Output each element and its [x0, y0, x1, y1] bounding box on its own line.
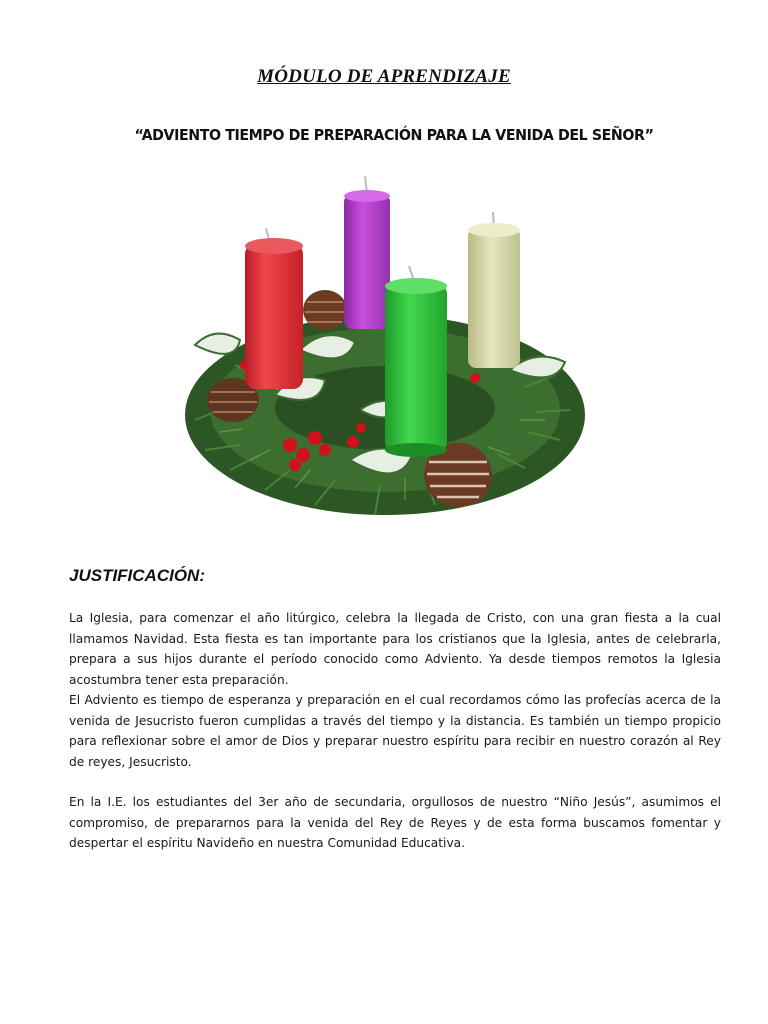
paragraph: La Iglesia, para comenzar el año litúrgico, celebra la llegada de Cristo, con una gran fiesta a la cual llamamos Navidad. Esta fiesta es tan importante para los cristianos que la Iglesia, antes de celebrarla, prepara a sus hijos durante el período conocido como Adviento. Ya desde tiempos remotos la Iglesia acostumbra tener esta preparación. [69, 611, 721, 687]
candle-purple [344, 176, 390, 329]
advent-wreath-image [175, 170, 595, 540]
paragraph: En la I.E. los estudiantes del 3er año de secundaria, orgullosos de nuestro “Niño Jesús”, asumimos el compromiso, de prepararnos para la venida del Rey de Reyes y de esta forma buscamos fomentar y despertar el espíritu Navideño en nuestra Comunidad Educativa. [69, 795, 721, 850]
document-title: MÓDULO DE APRENDIZAJE [257, 66, 511, 87]
paragraph: El Adviento es tiempo de esperanza y preparación en el cual recordamos cómo las profecías acerca de la venida de Jesucristo fueron cumplidas a través del tiempo y la distancia. Es también un tiempo propicio para reflexionar sobre el amor de Dios y preparar nuestro espíritu para recibir en nuestro corazón al Rey de reyes, Jesucristo. [69, 693, 721, 769]
candle-green [385, 266, 447, 457]
document-subtitle: “ADVIENTO TIEMPO DE PREPARACIÓN PARA LA VENIDA DEL SEÑOR” [134, 127, 654, 145]
candle-red [245, 228, 303, 389]
section-heading: JUSTIFICACIÓN: [69, 566, 205, 585]
justification-text [69, 608, 721, 854]
candle-cream [468, 212, 520, 368]
pine-cone [303, 290, 347, 330]
